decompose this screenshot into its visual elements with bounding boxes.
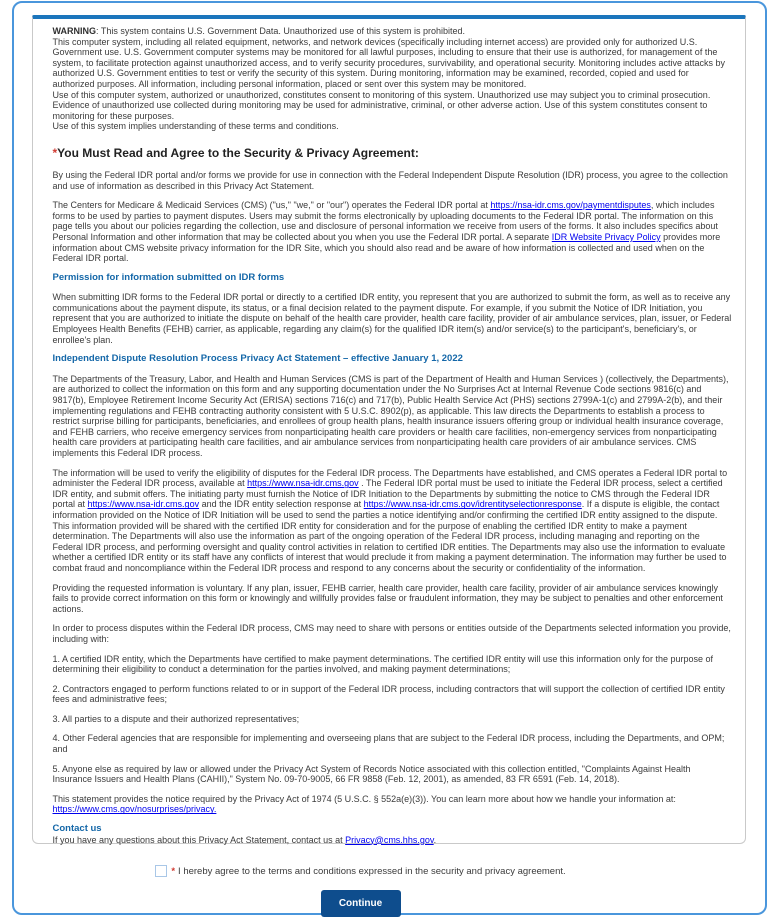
text-run: The Centers for Medicare & Medicaid Services (CMS) ("us," "we," or "our") operates the Federal IDR portal at <box>52 200 491 211</box>
required-asterisk: * <box>171 865 176 877</box>
text-run: Use of this system implies understanding of these terms and conditions. <box>52 121 339 132</box>
text-run: . The Federal IDR portal must be used to initiate the Federal IDR process, select a certified IDR entity, and submit offers. The initiating party must furnish the Notice of IDR Initiation to the Departments by submitting the notice to CMS through the Federal IDR portal at <box>52 478 723 510</box>
text-run: This computer system, including all related equipment, networks, and network devices (specifically including internet access) are provided only for authorized U.S. Government use. U.S. Government computer systems may be monitored for all lawful purposes, including to ensure that their use is authorized, for management of the system, to facilitate protection against unauthorized access, and to verify security procedures, survivability, and operational security. Monitoring includes active attacks by authorized U.S. Government entities to test or verify the security of this system. During monitoring, information may be examined, recorded, copied and used for authorized purposes. All information, including personal information, placed or sent over this system may be monitored. <box>52 36 725 89</box>
agreement-block <box>53 794 733 815</box>
consent-row <box>0 865 749 877</box>
text-run: . If a dispute is eligible, the contact information provided on the Notice of IDR Initiation will be used to send the parties a notice identifying and/or confirming the certified IDR entity assigned to the dispute. This information provided will be shared with the certified IDR entity for consideration and for the purpose of enabling the certified IDR entity to make a payment determination. The Departments will also use the information as part of the ongoing operation of the Federal IDR process, including managing and reporting on the Federal IDR process, and performing oversight and quality control activities in relation to certified IDR entities. The Departments may also use the information to evaluate whether a certified IDR entity or its staff have any conflicts of interest that would preclude it from making a payment determination. The information may further be used to combat fraud and noncompliance within the Federal IDR process and respond to any concerns about the security or confidentiality of the information. <box>52 499 727 573</box>
agreement-block <box>53 835 733 846</box>
inline-link[interactable]: IDR Website Privacy Policy <box>551 231 661 242</box>
agreement-block <box>53 121 733 132</box>
inline-link[interactable]: https://www.nsa-idr.cms.gov/idrentityselectionresponse <box>363 499 582 510</box>
privacy-agreement-panel <box>32 15 746 844</box>
consent-label: I hereby agree to the terms and conditions expressed in the security and privacy agreement. <box>178 865 566 877</box>
text-run: Permission for information submitted on IDR forms <box>52 271 285 283</box>
text-run: 1. A certified IDR entity, which the Departments have certified to make payment determinations. The certified IDR entity will use this information only for the purpose of determining their eligibility to conduct a determination for the parties involved, and making payment determinations; <box>52 653 713 675</box>
continue-button[interactable]: Continue <box>321 890 401 917</box>
text-run: Use of this computer system, authorized or unauthorized, constitutes consent to monitoring of this system. Unauthorized use may subject you to criminal prosecution. Evidence of unauthorized use collected during monitoring may be used for administrative, criminal, or other adverse action. Use of this system constitutes consent to monitoring for these purposes. <box>52 89 711 121</box>
text-run: provides more information about CMS website privacy information for the IDR Site, which you should also read and be aware of how information is collected and used when on the Federal IDR portal. <box>52 231 721 264</box>
text-run: 3. All parties to a dispute and their authorized representatives; <box>52 713 300 724</box>
agreement-block <box>53 654 733 675</box>
agreement-block <box>53 200 733 264</box>
agreement-text <box>53 26 733 845</box>
text-run: The Departments of the Treasury, Labor, and Health and Human Services (CMS is part of the Department of Health and Human Services ) (collectively, the Departments), are authorized to collect the information on this form and any supporting documentation under the No Surprises Act at Internal Revenue Code sections 9816(c) and 9817(b), Employee Retirement Income Security Act (ERISA) sections 716(c) and 717(b), Public Health Service Act (PHS) sections 2799A-1(c) and 2799A-2(b), and their implementing regulations and FEHB contracting authority consistent with 5 U.S.C. 8902(p), as applicable. This law directs the Departments to establish a process to restrict surprise billing for participants, beneficiaries, and enrollees of group health plans, health insurance issuers offering group or individual health insurance coverage, and FEHB carriers, who receive emergency services from nonparticipating health care providers or health care facilities, non-emergency services from nonparticipating health care providers at participating health care facilities, and air ambulance services from nonparticipating health care providers of air ambulance services. CMS implements this Federal IDR process. <box>52 373 729 458</box>
bold-text: WARNING <box>52 26 96 36</box>
text-run: You Must Read and Agree to the Security & Privacy Agreement: <box>57 145 419 160</box>
agreement-block <box>53 146 733 160</box>
text-run: When submitting IDR forms to the Federal IDR portal or directly to a certified IDR entity, you represent that you are authorized to submit the form, as well as to receive any communications about the payment dispute, its status, or a final decision related to the payment dispute. For example, if you submit the Notice of IDR Initiation, you represent that you are authorized to initiate the dispute on behalf of the health care provider, health care facility, provider of air ambulance services, plan, issuer, or Federal Employees Health Benefits (FEHB) carrier, as applicable, regarding any claim(s) for the qualified IDR item(s) and/or service(s) to the participant's, beneficiary's, or enrollee's plan. <box>52 292 732 345</box>
required-asterisk: * <box>52 145 58 160</box>
agreement-block <box>53 26 733 37</box>
agreement-block <box>53 37 733 90</box>
text-run: The information will be used to verify the eligibility of disputes for the Federal IDR process. The Departments have established, and CMS operates a Federal IDR portal to administer the Federal IDR process, available at <box>52 467 728 489</box>
text-run: If you have any questions about this Privacy Act Statement, contact us at <box>52 834 346 845</box>
text-run: In order to process disputes within the Federal IDR process, CMS may need to share with persons or entities outside of the Departments selected information you provide, including with: <box>52 623 731 644</box>
inline-link[interactable]: https://www.nsa-idr.cms.gov <box>247 478 359 489</box>
agreement-block <box>53 468 733 574</box>
text-run: 2. Contractors engaged to perform functions related to or in support of the Federal IDR process, including contractors that will support the collection of certified IDR entity fees and administrative fees; <box>52 683 725 705</box>
text-run: Independent Dispute Resolution Process Privacy Act Statement – effective January 1, 2022 <box>52 353 463 365</box>
agreement-block <box>53 583 733 615</box>
text-run: By using the Federal IDR portal and/or forms we provide for use in connection with the Federal Independent Dispute Resolution (IDR) process, you agree to the collection and use of information as described in this Privacy Act Statement. <box>52 169 728 191</box>
text-run: 5. Anyone else as required by law or allowed under the Privacy Act System of Records Notice associated with this collection entitled, "Complaints Against Health Insurance Issuers and Health Plans (CAHII)," System No. 09-70-9005, 66 FR 9858 (Feb. 12, 2001), as amended, 83 FR 6591 (Feb. 14, 2018). <box>52 763 691 785</box>
text-run: Contact us <box>52 823 102 835</box>
agreement-block <box>53 374 733 459</box>
agreement-block <box>53 764 733 785</box>
agreement-block <box>53 684 733 705</box>
agreement-block <box>53 273 733 284</box>
inline-link[interactable]: Privacy@cms.hhs.gov <box>345 834 434 845</box>
agreement-block <box>53 623 733 644</box>
agreement-block <box>53 292 733 345</box>
text-run: This statement provides the notice required by the Privacy Act of 1974 (5 U.S.C. § 552a(e)(3)). You can learn more about how we handle your information at: <box>52 793 676 804</box>
agree-checkbox[interactable] <box>155 865 167 877</box>
text-run: 4. Other Federal agencies that are responsible for implementing and overseeing plans that are subject to the Federal IDR process, including the Departments, and OPM; and <box>52 733 725 755</box>
inline-link[interactable]: https://www.cms.gov/nosurprises/privacy. <box>52 804 217 815</box>
text-run: . <box>433 834 437 845</box>
agreement-block <box>53 733 733 754</box>
agreement-block <box>53 354 733 365</box>
agreement-block <box>53 824 733 835</box>
text-run: , which includes forms to be used by parties to payment disputes. Users may submit the forms electronically by uploading documents to the Federal IDR portal. The information on this page tells you about our policies regarding the collection, use and disclosure of personal information we receive from users of the forms. It also includes specifics about Personal Information and other information that may be collected about you when you use the Federal IDR portal. A separate <box>52 200 718 242</box>
text-run: Providing the requested information is voluntary. If any plan, issuer, FEHB carrier, health care provider, health care facility, provider of air ambulance services knowingly fails to provide correct information on this form or knowingly and willfully provides false or fraudulent information, they may be subject to penalties and other enforcement actions. <box>52 582 723 614</box>
inline-link[interactable]: https://nsa-idr.cms.gov/paymentdisputes <box>490 200 651 211</box>
text-run: : This system contains U.S. Government Data. Unauthorized use of this system is prohibited. <box>96 26 465 36</box>
agreement-block <box>53 170 733 191</box>
inline-link[interactable]: https://www.nsa-idr.cms.gov <box>87 499 200 510</box>
text-run: and the IDR entity selection response at <box>199 499 364 510</box>
agreement-block <box>53 714 733 725</box>
agreement-block <box>53 90 733 122</box>
